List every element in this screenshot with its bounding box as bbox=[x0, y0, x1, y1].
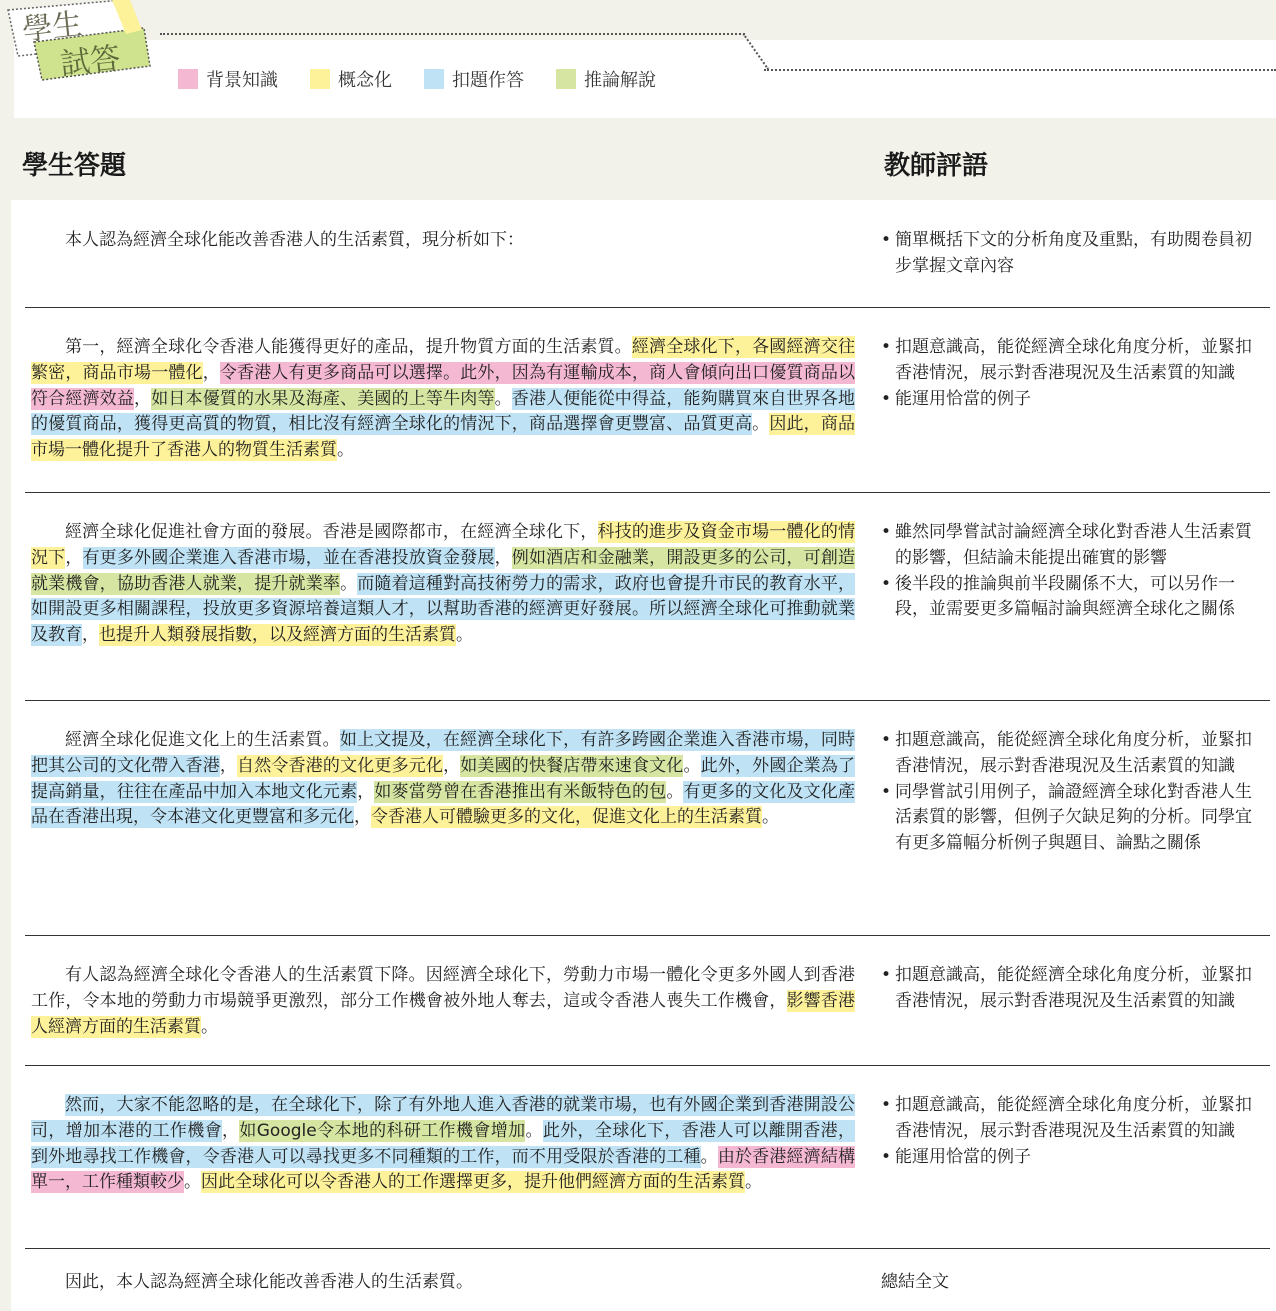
highlight-blue: 此外，全球化下，香港人可以離開香港，到外地尋找工作機會，令香港人可以尋找更多不同種類的工作，而不用受限於香港的工種 bbox=[31, 1120, 856, 1167]
teacher-comments bbox=[881, 1270, 1261, 1296]
answer-row bbox=[25, 200, 1270, 308]
legend-item bbox=[556, 66, 656, 92]
highlight-yellow: 經濟全球化下，各國經濟交往繁密，商品市場一體化 bbox=[31, 337, 856, 383]
highlight-green: 如日本優質的水果及海產、美國的上等牛肉等 bbox=[151, 388, 495, 409]
highlight-legend bbox=[178, 66, 688, 92]
answer-row bbox=[25, 935, 1270, 1066]
plain-text: 。 bbox=[337, 440, 354, 461]
plain-text: 。 bbox=[494, 388, 512, 409]
plain-text: 。 bbox=[525, 1120, 543, 1141]
plain-text: 。 bbox=[340, 573, 358, 594]
highlight-blue: 香港人便能從中得益，能夠購買來自世界各地的優質商品，獲得更高質的物質，相比沒有經濟全球化的情況下，商品選擇會更豐富、品質更高 bbox=[31, 388, 856, 435]
plain-text: 有人認為經濟全球化令香港人的生活素質下降。因經濟全球化下，勞動力市場一體化令更多外國人到香港工作，令本地的勞動力市場競爭更激烈，部分工作機會被外地人奪去，這或令香港人喪失工作機會， bbox=[31, 965, 855, 1011]
teacher-comments bbox=[881, 520, 1261, 623]
highlight-green: 如Google令本地的科研工作機會增加 bbox=[239, 1120, 526, 1141]
highlight-blue: 有更多的文化及文化產品在香港出現，令本港文化更豐富和多元化 bbox=[31, 781, 856, 828]
plain-text: 經濟全球化促進文化上的生活素質。 bbox=[65, 730, 340, 750]
highlight-blue: 而隨着這種對高技術勞力的需求，政府也會提升市民的教育水平，如開設更多相關課程，投放更多資源培養這類人才，以幫助香港的經濟更好發展。所以經濟全球化可推動就業及教育 bbox=[31, 573, 856, 646]
answer-row bbox=[25, 700, 1270, 936]
teacher-comment: • 扣題意識高，能從經濟全球化角度分析，並緊扣香港情況，展示對香港現況及生活素質的知識 bbox=[881, 335, 1261, 387]
plain-text: 。 bbox=[456, 625, 473, 646]
legend-swatch bbox=[310, 69, 330, 89]
plain-text: 。 bbox=[683, 755, 701, 776]
plain-text: ， bbox=[219, 755, 238, 776]
teacher-comment: 總結全文 bbox=[881, 1272, 949, 1292]
plain-text: 。 bbox=[762, 807, 779, 828]
teacher-comments bbox=[881, 228, 1261, 280]
teacher-comments bbox=[881, 728, 1261, 857]
teacher-comments bbox=[881, 963, 1261, 1015]
teacher-comment: • 能運用恰當的例子 bbox=[881, 1145, 1261, 1171]
highlight-yellow: 因此全球化可以令香港人的工作選擇更多，提升他們經濟方面的生活素質 bbox=[201, 1172, 745, 1193]
plain-text: ， bbox=[443, 755, 461, 776]
teacher-comment: • 簡單概括下文的分析角度及重點，有助閱卷員初步掌握文章內容 bbox=[881, 228, 1261, 280]
answer-row bbox=[25, 492, 1270, 701]
highlight-blue: 此外，外國企業為了提高銷量，往往在產品中加入本地文化元素 bbox=[31, 755, 856, 802]
student-paragraph bbox=[31, 728, 855, 831]
legend-label: 背景知識 bbox=[206, 70, 278, 91]
student-answer-tag bbox=[4, 0, 144, 83]
plain-text: 。 bbox=[745, 1172, 762, 1193]
highlight-green: 如麥當勞曾在香港推出有米飯特色的包 bbox=[374, 781, 667, 802]
legend-item bbox=[424, 66, 524, 92]
plain-text: ， bbox=[222, 1120, 240, 1141]
plain-text: 。 bbox=[752, 414, 770, 435]
legend-swatch bbox=[178, 69, 198, 89]
teacher-comment-header: 教師評語 bbox=[884, 151, 989, 181]
teacher-comment: • 能運用恰當的例子 bbox=[881, 387, 1261, 413]
top-band bbox=[0, 0, 1276, 118]
plain-text: 。 bbox=[666, 781, 684, 802]
dotted-line bbox=[160, 33, 745, 35]
plain-text: 。 bbox=[201, 1016, 218, 1037]
plain-text: 經濟全球化促進社會方面的發展。香港是國際都市，在經濟全球化下， bbox=[65, 522, 598, 542]
legend-swatch bbox=[424, 69, 444, 89]
answer-row bbox=[25, 1248, 1270, 1311]
tag-line2: 試答 bbox=[58, 40, 123, 83]
legend-swatch bbox=[556, 69, 576, 89]
plain-text: ， bbox=[357, 781, 375, 802]
student-answer-header: 學生答題 bbox=[22, 151, 127, 181]
teacher-comment: • 雖然同學嘗試討論經濟全球化對香港人生活素質的影響，但結論未能提出確實的影響 bbox=[881, 520, 1261, 572]
highlight-green: 如美國的快餐店帶來速食文化 bbox=[460, 755, 684, 776]
plain-text: ， bbox=[82, 625, 99, 646]
plain-text: ， bbox=[65, 547, 83, 568]
legend-label: 概念化 bbox=[338, 70, 392, 91]
plain-text: 。 bbox=[700, 1146, 718, 1167]
plain-text: ， bbox=[134, 388, 152, 409]
teacher-comment: • 扣題意識高，能從經濟全球化角度分析，並緊扣香港情況，展示對香港現況及生活素質的知識 bbox=[881, 963, 1261, 1015]
plain-text: 因此，本人認為經濟全球化能改善香港人的生活素質。 bbox=[65, 1272, 473, 1292]
plain-text: 第一，經濟全球化令香港人能獲得更好的產品，提升物質方面的生活素質。 bbox=[65, 337, 632, 357]
highlight-pink: 令香港人有更多商品可以選擇。此外，因為有運輸成本，商人會傾向出口優質商品以符合經濟效益 bbox=[31, 362, 856, 409]
legend-item bbox=[310, 66, 392, 92]
teacher-comment: • 扣題意識高，能從經濟全球化角度分析，並緊扣香港情況，展示對香港現況及生活素質的知識 bbox=[881, 1093, 1261, 1145]
student-paragraph bbox=[31, 963, 855, 1040]
teacher-comment: • 扣題意識高，能從經濟全球化角度分析，並緊扣香港情況，展示對香港現況及生活素質的知識 bbox=[881, 728, 1261, 780]
plain-text: ， bbox=[494, 547, 512, 568]
highlight-yellow: 影響香港人經濟方面的生活素質 bbox=[31, 990, 856, 1037]
highlight-yellow: 也提升人類發展指數，以及經濟方面的生活素質 bbox=[99, 625, 456, 646]
legend-label: 推論解說 bbox=[584, 70, 656, 91]
highlight-blue: 如上文提及，在經濟全球化下，有許多跨國企業進入香港市場，同時把其公司的文化帶入香港 bbox=[31, 730, 855, 776]
student-paragraph bbox=[31, 1093, 855, 1196]
highlight-pink: 由於香港經濟結構單一，工作種類較少 bbox=[31, 1146, 856, 1193]
plain-text: ， bbox=[354, 807, 371, 828]
answer-table bbox=[11, 200, 1276, 1311]
answer-row bbox=[25, 307, 1270, 493]
student-paragraph bbox=[31, 335, 855, 464]
highlight-yellow: 令香港人可體驗更多的文化，促進文化上的生活素質 bbox=[371, 807, 762, 828]
highlight-green: 例如酒店和金融業，開設更多的公司，可創造就業機會，協助香港人就業，提升就業率 bbox=[31, 547, 856, 594]
tag-line1: 學生 bbox=[20, 6, 85, 49]
highlight-blue: 然而，大家不能忽略的是，在全球化下，除了有外地人進入香港的就業市場，也有外國企業到香港開設公司，增加本港的工作機會 bbox=[31, 1095, 855, 1141]
teacher-comment: • 同學嘗試引用例子，論證經濟全球化對香港人生活素質的影響，但例子欠缺足夠的分析。同學宜有更多篇幅分析例子與題目、論點之關係 bbox=[881, 780, 1261, 857]
student-paragraph bbox=[31, 520, 855, 649]
plain-text: 本人認為經濟全球化能改善香港人的生活素質，現分析如下： bbox=[65, 230, 524, 250]
student-paragraph bbox=[31, 228, 855, 254]
legend-item bbox=[178, 66, 278, 92]
dotted-line-right bbox=[764, 69, 1276, 71]
highlight-yellow: 因此，商品市場一體化提升了香港人的物質生活素質 bbox=[31, 414, 856, 461]
highlight-yellow: 自然令香港的文化更多元化 bbox=[237, 755, 444, 776]
plain-text: ， bbox=[202, 362, 220, 383]
highlight-blue: 有更多外國企業進入香港市場，並在香港投放資金發展 bbox=[82, 547, 495, 568]
teacher-comments bbox=[881, 1093, 1261, 1170]
legend-label: 扣題作答 bbox=[452, 70, 524, 91]
plain-text: 。 bbox=[184, 1172, 201, 1193]
answer-row bbox=[25, 1065, 1270, 1249]
highlight-yellow: 科技的進步及資金市場一體化的情況下 bbox=[31, 522, 856, 568]
teacher-comments bbox=[881, 335, 1261, 412]
student-paragraph bbox=[31, 1270, 855, 1296]
teacher-comment: • 後半段的推論與前半段關係不大，可以另作一段，並需要更多篇幅討論與經濟全球化之關係 bbox=[881, 572, 1261, 624]
